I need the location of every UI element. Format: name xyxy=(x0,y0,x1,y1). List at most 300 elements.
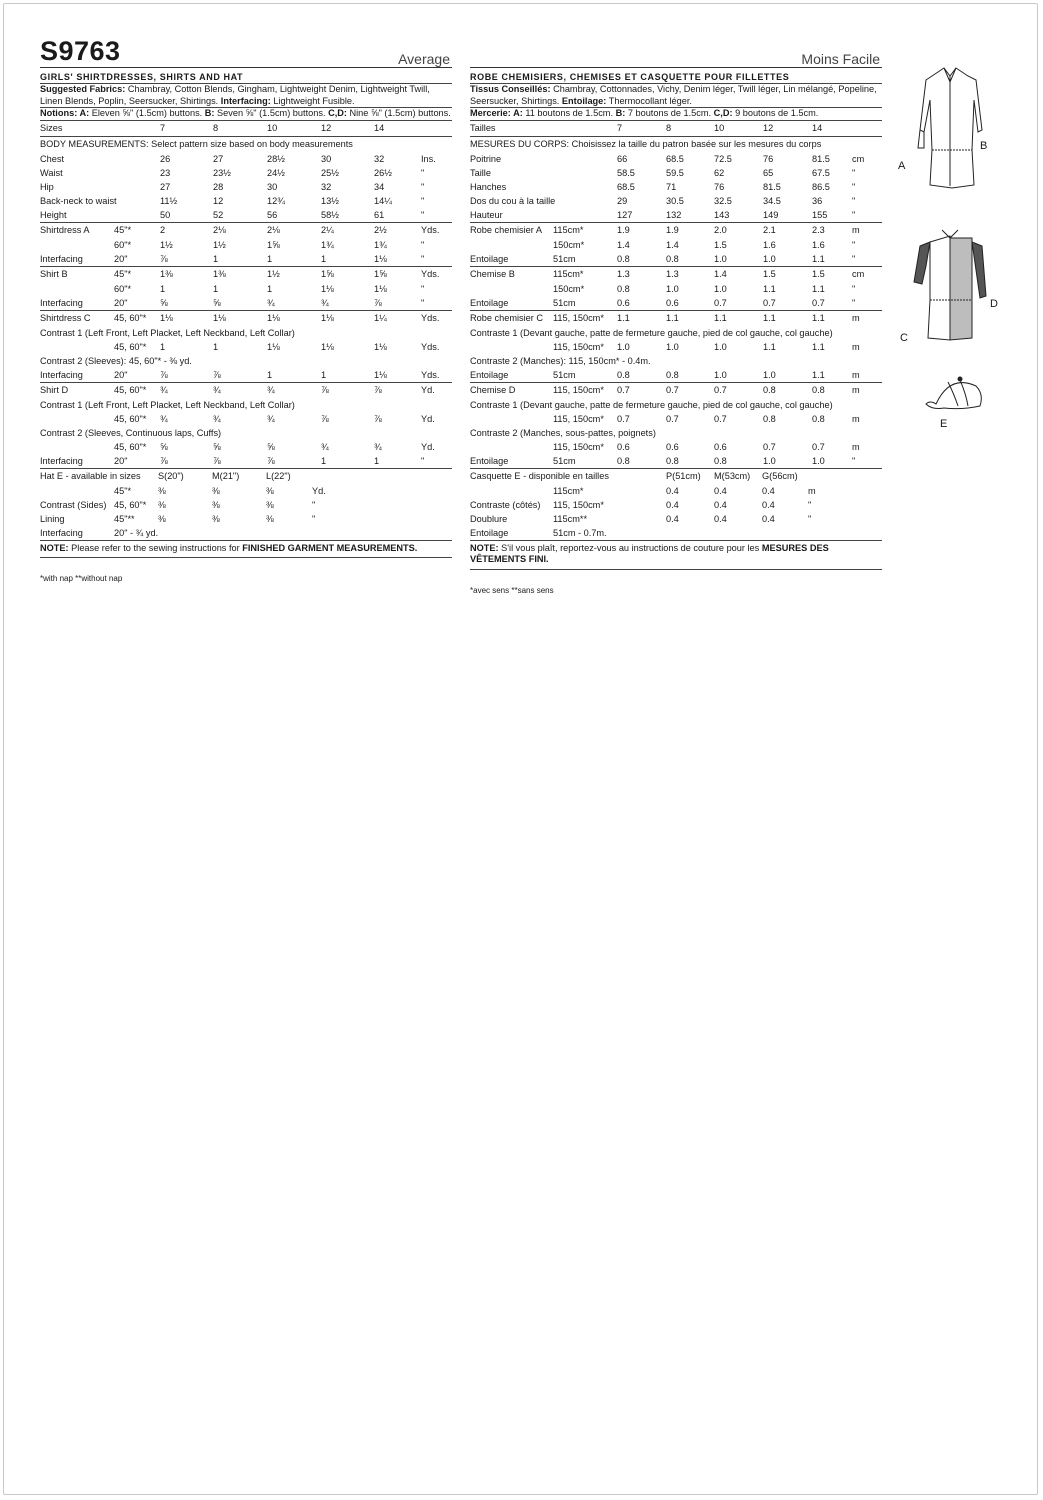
table-cell: 0.7 xyxy=(763,297,776,308)
table-cell: 2⅛ xyxy=(213,224,226,235)
table-cell: 50 xyxy=(160,209,171,220)
table-cell: 0.6 xyxy=(666,297,679,308)
table-cell: 1.0 xyxy=(763,253,776,264)
table-cell: 115cm** xyxy=(553,513,588,524)
table-cell: 1.0 xyxy=(666,341,679,352)
table-row xyxy=(40,208,452,222)
table-cell: Hanches xyxy=(470,181,507,192)
table-cell: Contraste 1 (Devant gauche, patte de fermeture gauche, pied de col gauche, col gauche) xyxy=(470,327,833,338)
table-cell: 12 xyxy=(213,195,224,206)
table-cell: 45, 60"* xyxy=(114,413,147,424)
table-cell: 115cm* xyxy=(553,224,584,235)
table-cell: ¾ xyxy=(267,297,275,308)
table-cell: 1¼ xyxy=(374,312,387,323)
table-cell: 1.4 xyxy=(714,268,727,279)
table-cell: 1⅛ xyxy=(267,312,280,323)
table-cell: 1.5 xyxy=(714,239,727,250)
table-cell: 1⅜ xyxy=(213,268,226,279)
table-cell: 115, 150cm* xyxy=(553,441,604,452)
table-cell: 115cm* xyxy=(553,268,584,279)
table-cell: 0.8 xyxy=(763,413,776,424)
table-cell: " xyxy=(852,195,856,206)
table-cell: 0.7 xyxy=(763,441,776,452)
table-row xyxy=(40,222,452,238)
table-cell: Contrast 2 (Sleeves, Continuous laps, Cuffs) xyxy=(40,427,222,438)
table-row xyxy=(470,252,882,266)
table-cell: Yds. xyxy=(421,312,440,323)
table-cell: ¾ xyxy=(213,384,221,395)
table-cell: 45"* xyxy=(114,224,132,235)
table-cell: 0.6 xyxy=(617,441,630,452)
table-row xyxy=(40,266,452,282)
table-cell: 11½ xyxy=(160,195,178,206)
table-cell: 1.1 xyxy=(714,312,727,323)
table-cell: 61 xyxy=(374,209,385,220)
table-cell: 7 xyxy=(160,122,166,133)
table-cell: 1⅜ xyxy=(160,268,173,279)
table-row xyxy=(470,354,882,368)
table-cell: 127 xyxy=(617,209,633,220)
pattern-title-en: GIRLS' SHIRTDRESSES, SHIRTS AND HAT xyxy=(40,72,244,82)
interfacing-text: Lightweight Fusible. xyxy=(270,95,355,106)
table-cell: 1.1 xyxy=(812,341,825,352)
fabrics-label: Tissus Conseillés: xyxy=(470,84,551,94)
table-cell: 81.5 xyxy=(812,153,830,164)
table-cell: 32 xyxy=(374,153,385,164)
table-cell: ⅞ xyxy=(213,455,221,466)
table-cell: 45, 60"* xyxy=(114,499,147,510)
table-row xyxy=(40,120,452,136)
table-cell: ⅝ xyxy=(267,441,275,452)
table-row xyxy=(470,152,882,166)
table-cell: Yd. xyxy=(421,384,435,395)
table-cell: 45"* xyxy=(114,268,132,279)
table-row xyxy=(470,222,882,238)
table-cell: m xyxy=(808,485,816,496)
table-cell: 115, 150cm* xyxy=(553,384,604,395)
technical-drawings xyxy=(892,60,1032,460)
table-cell: ⅝ xyxy=(160,297,168,308)
table-cell: 0.8 xyxy=(666,369,679,380)
table-cell: 24½ xyxy=(267,167,285,178)
table-cell: 14 xyxy=(812,122,823,133)
table-row xyxy=(40,426,452,440)
table-cell: 1.0 xyxy=(714,341,727,352)
table-cell: 76 xyxy=(714,181,725,192)
table-cell: 10 xyxy=(267,122,278,133)
difficulty-level-fr: Moins Facile xyxy=(801,51,880,67)
table-row xyxy=(470,398,882,412)
table-cell: 150cm* xyxy=(553,283,585,294)
note-en xyxy=(40,541,452,555)
table-cell: 1.6 xyxy=(763,239,776,250)
table-cell: 0.7 xyxy=(666,384,679,395)
table-cell: " xyxy=(852,297,856,308)
table-cell: 58½ xyxy=(321,209,339,220)
table-cell: 81.5 xyxy=(763,181,781,192)
notions-cd-text: 9 boutons de 1.5cm. xyxy=(732,108,819,118)
header-en xyxy=(40,36,452,67)
table-cell: Shirtdress C xyxy=(40,312,91,323)
table-cell: 1⅛ xyxy=(374,283,387,294)
table-cell: 52 xyxy=(213,209,224,220)
table-cell: 115cm* xyxy=(553,485,584,496)
notions-cd-label: C,D: xyxy=(713,108,733,118)
table-cell: 10 xyxy=(714,122,725,133)
table-cell: 0.7 xyxy=(714,384,727,395)
table-cell: " xyxy=(852,283,856,294)
table-cell: 76 xyxy=(763,153,774,164)
table-cell: Interfacing xyxy=(40,455,83,466)
table-cell: Contrast 1 (Left Front, Left Placket, Left Neckband, Left Collar) xyxy=(40,399,295,410)
table-cell: " xyxy=(421,297,425,308)
table-row xyxy=(470,296,882,310)
table-cell: 1.4 xyxy=(617,239,630,250)
table-cell: G(56cm) xyxy=(762,470,798,481)
english-column xyxy=(40,36,452,583)
table-cell: m xyxy=(852,441,860,452)
table-cell: 1⅛ xyxy=(374,369,387,380)
table-row xyxy=(40,252,452,266)
table-cell: 7 xyxy=(617,122,623,133)
table-cell: " xyxy=(421,239,425,250)
table-cell: Entoilage xyxy=(470,297,509,308)
table-cell: ⅜ xyxy=(266,485,274,496)
table-cell: m xyxy=(852,369,860,380)
table-cell: 0.6 xyxy=(714,441,727,452)
table-cell: 34 xyxy=(374,181,385,192)
table-cell: 1.9 xyxy=(617,224,630,235)
table-cell: 1.5 xyxy=(763,268,776,279)
view-label-b: B xyxy=(980,140,988,152)
table-cell: ⅜ xyxy=(158,499,166,510)
table-cell: 12¾ xyxy=(267,195,285,206)
table-cell: ⅞ xyxy=(374,413,382,424)
table-cell: 2.3 xyxy=(812,224,825,235)
table-cell: " xyxy=(852,455,856,466)
table-cell: 23½ xyxy=(213,167,231,178)
table-cell: " xyxy=(421,455,425,466)
table-cell: 2 xyxy=(160,224,166,235)
table-cell: Hat E - available in sizes xyxy=(40,470,141,481)
table-row xyxy=(470,166,882,180)
table-cell: P(51cm) xyxy=(666,470,701,481)
table-cell: Shirt B xyxy=(40,268,68,279)
table-cell: 20" xyxy=(114,253,128,264)
table-cell: 0.8 xyxy=(666,455,679,466)
table-cell: 25½ xyxy=(321,167,339,178)
table-cell: ⅞ xyxy=(213,369,221,380)
table-cell: 67.5 xyxy=(812,167,830,178)
table-cell: 51cm xyxy=(553,369,576,380)
table-cell: ¾ xyxy=(374,441,382,452)
table-cell: 0.7 xyxy=(714,297,727,308)
table-cell: 1⅝ xyxy=(374,268,387,279)
table-cell: Yd. xyxy=(421,441,435,452)
table-cell: Contraste (côtés) xyxy=(470,499,541,510)
note-text: Please refer to the sewing instructions for xyxy=(68,542,243,553)
notions-a-label: A: xyxy=(510,108,523,118)
table-cell: 0.4 xyxy=(762,513,775,524)
table-cell: 1½ xyxy=(213,239,226,250)
table-cell: 1 xyxy=(267,283,273,294)
table-cell: 132 xyxy=(666,209,682,220)
table-cell: 45, 60"* xyxy=(114,441,147,452)
table-cell: S(20") xyxy=(158,470,184,481)
view-label-a: A xyxy=(898,160,906,172)
fabrics-text: Chambray, Cottonnades, Vichy, Denim léger, Twill léger, Lin mélangé, Popeline, Seersucker, Shirtings. xyxy=(470,84,877,106)
table-cell: 143 xyxy=(714,209,730,220)
fabrics-label: Suggested Fabrics: xyxy=(40,84,126,94)
table-cell: 0.8 xyxy=(617,253,630,264)
table-cell: 115, 150cm* xyxy=(553,341,604,352)
table-cell: 150cm* xyxy=(553,239,585,250)
view-label-d: D xyxy=(990,298,998,310)
table-cell: " xyxy=(421,253,425,264)
table-row xyxy=(470,326,882,340)
table-cell: ¾ xyxy=(267,413,275,424)
table-row xyxy=(40,498,452,512)
table-cell: 1.0 xyxy=(812,455,825,466)
table-cell: 1⅛ xyxy=(267,341,280,352)
interfacing-label: Interfacing: xyxy=(220,95,271,106)
table-cell: 1⅛ xyxy=(321,312,334,323)
table-cell: 1 xyxy=(267,369,273,380)
view-label-e: E xyxy=(940,418,948,430)
table-row xyxy=(40,136,452,152)
table-cell: 1 xyxy=(160,341,166,352)
table-cell: M(53cm) xyxy=(714,470,751,481)
table-cell: 0.8 xyxy=(763,384,776,395)
notions-b-text: Seven ⅝" (1.5cm) buttons. xyxy=(214,108,329,118)
yardage-table-fr xyxy=(470,120,882,540)
table-row xyxy=(470,266,882,282)
table-row xyxy=(40,340,452,354)
table-cell: 0.4 xyxy=(666,485,679,496)
table-cell: 1.0 xyxy=(763,369,776,380)
table-cell: 2.0 xyxy=(714,224,727,235)
table-cell: cm xyxy=(852,153,865,164)
table-cell: 2⅛ xyxy=(267,224,280,235)
table-cell: 1⅛ xyxy=(321,283,334,294)
table-cell: ⅜ xyxy=(212,513,220,524)
table-cell: 1¾ xyxy=(321,239,334,250)
notions-a-text: 11 boutons de 1.5cm. xyxy=(522,108,616,118)
table-cell: Height xyxy=(40,209,67,220)
table-cell: ⅝ xyxy=(160,441,168,452)
table-cell: 51cm xyxy=(553,253,576,264)
fabrics-text: Chambray, Cotton Blends, Gingham, Lightweight Denim, Lightweight Twill, Linen Blends, Poplin, Seersucker, Shirtings. xyxy=(40,84,430,106)
table-cell: 0.4 xyxy=(666,499,679,510)
table-cell: 1.0 xyxy=(714,369,727,380)
notions-b-text: 7 boutons de 1.5cm. xyxy=(625,108,714,118)
table-row xyxy=(470,412,882,426)
divider xyxy=(470,569,882,570)
table-cell: Interfacing xyxy=(40,527,83,538)
table-cell: m xyxy=(852,341,860,352)
table-cell: ⅞ xyxy=(267,455,275,466)
table-cell: 1.1 xyxy=(812,369,825,380)
table-row xyxy=(40,326,452,340)
table-cell: 51cm xyxy=(553,455,576,466)
notions-fr xyxy=(470,108,882,120)
table-cell: 14¼ xyxy=(374,195,392,206)
table-row xyxy=(470,136,882,152)
table-cell: ¾ xyxy=(321,297,329,308)
notions-b-label: B: xyxy=(204,108,215,118)
table-cell: 71 xyxy=(666,181,677,192)
table-cell: 1.1 xyxy=(666,312,679,323)
table-cell: 0.8 xyxy=(714,455,727,466)
table-cell: 26½ xyxy=(374,167,392,178)
footnote-fr: *avec sens **sans sens xyxy=(470,585,554,595)
table-cell: 1 xyxy=(267,253,273,264)
table-cell: 30.5 xyxy=(666,195,684,206)
table-cell: " xyxy=(421,167,425,178)
table-cell: 1.1 xyxy=(812,312,825,323)
table-cell: ⅜ xyxy=(212,485,220,496)
table-row xyxy=(40,354,452,368)
table-cell: Contrast 2 (Sleeves): 45, 60"* - ⅜ yd. xyxy=(40,355,192,366)
table-cell: " xyxy=(852,209,856,220)
table-cell: " xyxy=(808,513,812,524)
note-label: NOTE: xyxy=(470,542,499,553)
table-cell: 28 xyxy=(213,181,224,192)
table-cell: Shirt D xyxy=(40,384,69,395)
table-cell: 1 xyxy=(213,253,219,264)
table-row xyxy=(40,512,452,526)
table-cell: Waist xyxy=(40,167,63,178)
table-cell: ¾ xyxy=(321,441,329,452)
fabrics-en xyxy=(40,84,452,107)
table-row xyxy=(40,180,452,194)
notions-cd-label: C,D: xyxy=(328,108,347,118)
table-cell: Doublure xyxy=(470,513,508,524)
table-cell: ⅞ xyxy=(160,369,168,380)
table-row xyxy=(40,468,452,484)
table-cell: Hauteur xyxy=(470,209,503,220)
table-cell: 45, 60"* xyxy=(114,341,147,352)
table-cell: ⅞ xyxy=(374,297,382,308)
table-cell: 28½ xyxy=(267,153,285,164)
table-cell: 0.4 xyxy=(714,485,727,496)
table-cell: Chest xyxy=(40,153,65,164)
table-cell: 1¾ xyxy=(374,239,387,250)
table-cell: Taille xyxy=(470,167,491,178)
table-cell: " xyxy=(852,167,856,178)
note-label: NOTE: xyxy=(40,542,69,553)
table-cell: Shirtdress A xyxy=(40,224,90,235)
table-cell: " xyxy=(852,239,856,250)
table-cell: 1 xyxy=(321,369,327,380)
table-cell: Entoilage xyxy=(470,253,509,264)
french-column xyxy=(470,45,882,595)
table-cell: 1.0 xyxy=(617,341,630,352)
table-cell: 149 xyxy=(763,209,779,220)
table-cell: 1⅝ xyxy=(267,239,280,250)
table-cell: 0.7 xyxy=(617,413,630,424)
table-cell: 1.6 xyxy=(812,239,825,250)
table-cell: 2.1 xyxy=(763,224,776,235)
table-cell: ⅜ xyxy=(158,513,166,524)
notions-b-label: B: xyxy=(615,108,626,118)
table-cell: 0.6 xyxy=(666,441,679,452)
table-cell: Interfacing xyxy=(40,369,83,380)
interfacing-label: Entoilage: xyxy=(561,95,607,106)
table-cell: m xyxy=(852,224,860,235)
table-cell: 51cm xyxy=(553,297,576,308)
table-cell: Yd. xyxy=(421,413,435,424)
table-cell: " xyxy=(421,209,425,220)
table-cell: 32.5 xyxy=(714,195,732,206)
table-cell: 1.1 xyxy=(617,312,630,323)
note-bold: FINISHED GARMENT MEASUREMENTS. xyxy=(242,542,418,553)
table-cell: 20" xyxy=(114,455,128,466)
table-row xyxy=(470,194,882,208)
table-cell: 59.5 xyxy=(666,167,684,178)
table-cell: 0.7 xyxy=(812,441,825,452)
table-cell: 27 xyxy=(213,153,224,164)
table-cell: 1.5 xyxy=(812,268,825,279)
table-cell: 1⅛ xyxy=(213,312,226,323)
table-cell: 36 xyxy=(812,195,823,206)
table-cell: Hip xyxy=(40,181,54,192)
table-row xyxy=(470,382,882,398)
table-cell: 0.4 xyxy=(762,485,775,496)
table-cell: Entoilage xyxy=(470,527,509,538)
fabrics-fr xyxy=(470,84,882,107)
table-cell: 20" xyxy=(114,369,128,380)
table-cell: 8 xyxy=(213,122,219,133)
table-row xyxy=(40,454,452,468)
note-text: S'il vous plaît, reportez-vous au instructions de couture pour les xyxy=(498,542,762,553)
notions-cd-text: Nine ⅝" (1.5cm) buttons. xyxy=(346,108,451,118)
table-cell: 1.1 xyxy=(763,283,776,294)
table-cell: 1 xyxy=(213,341,219,352)
table-cell: Robe chemisier C xyxy=(470,312,544,323)
table-cell: 12 xyxy=(763,122,774,133)
table-cell: 1 xyxy=(160,283,166,294)
table-cell: 1½ xyxy=(267,268,280,279)
table-cell: Contraste 2 (Manches): 115, 150cm* - 0.4m. xyxy=(470,355,651,366)
table-cell: 1.1 xyxy=(763,341,776,352)
table-cell: 62 xyxy=(714,167,725,178)
table-cell: 2½ xyxy=(374,224,387,235)
table-cell: 1⅛ xyxy=(160,312,173,323)
table-cell: 0.8 xyxy=(666,253,679,264)
table-cell: 51cm - 0.7m. xyxy=(553,527,607,538)
table-cell: L(22") xyxy=(266,470,291,481)
table-cell: 1.1 xyxy=(812,283,825,294)
table-cell: Ins. xyxy=(421,153,436,164)
table-cell: ⅜ xyxy=(266,513,274,524)
table-cell: 1.1 xyxy=(812,253,825,264)
table-row xyxy=(40,194,452,208)
table-cell: 1⅛ xyxy=(374,341,387,352)
table-cell: 13½ xyxy=(321,195,339,206)
note-bold: MESURES DES VÊTEMENTS FINI. xyxy=(470,542,829,564)
table-cell: 1.0 xyxy=(714,253,727,264)
table-row xyxy=(40,368,452,382)
table-row xyxy=(470,526,882,540)
table-cell: ⅝ xyxy=(213,297,221,308)
table-cell: 68.5 xyxy=(666,153,684,164)
table-row xyxy=(40,282,452,296)
table-cell: 45"* xyxy=(114,485,132,496)
table-cell: M(21") xyxy=(212,470,240,481)
table-cell: 0.8 xyxy=(617,283,630,294)
table-cell: Interfacing xyxy=(40,253,83,264)
